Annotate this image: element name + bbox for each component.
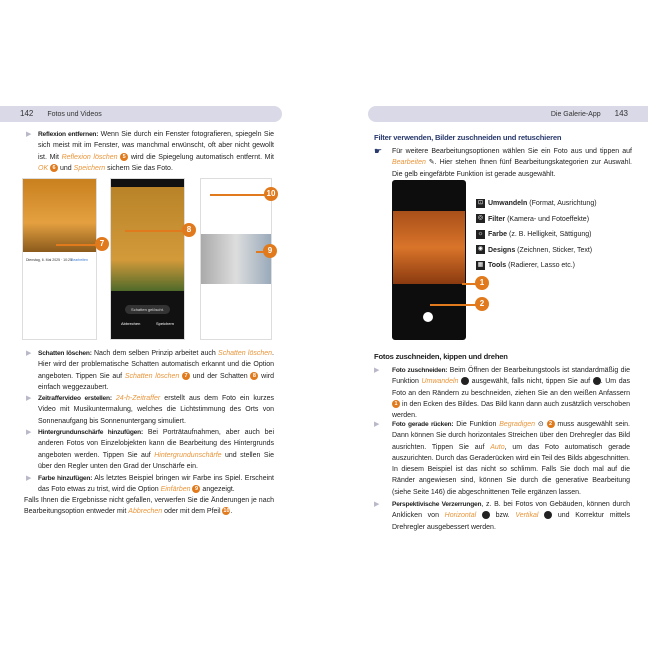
chapter-title: Fotos und Videos <box>47 111 102 118</box>
text: erstellt aus dem Foto ein kurzes Video mit Musikuntermalung, welches die Lichtstimmung des Orts von Sonnenaufgang bis Sonnenuntergang simuliert. <box>38 395 274 425</box>
bullet-icon: ▶ <box>26 395 32 402</box>
bullet-icon: ▶ <box>374 421 380 428</box>
category-farbe <box>476 229 592 240</box>
heading-zuschneiden: Fotos zuschneiden, kippen und drehen <box>374 352 508 361</box>
category-umwandeln <box>476 198 597 209</box>
ui-term: Speichern <box>73 164 106 172</box>
ui-term: Horizontal <box>444 512 477 520</box>
paragraph-perspektive <box>392 499 630 533</box>
paragraph-farbe <box>38 473 274 496</box>
right-page-header <box>368 106 648 122</box>
color-icon: ☼ <box>477 230 484 237</box>
text <box>476 512 482 519</box>
reference-number: 8 <box>250 372 258 380</box>
paragraph-zuschneiden <box>392 365 630 421</box>
text: Wenn Sie durch ein Fenster fotografieren, spiegeln Sie sich meist mit im Fenster, was manchmal erwünscht, oft aber nicht gewollt ist. Mit <box>38 131 275 161</box>
ui-term: Schatten löschen <box>124 372 180 380</box>
shadow-removed-toast: Schatten gelöscht. <box>125 305 170 314</box>
text: Beim Öffnen der Bearbeitungstools ist standardmäßig die Funktion <box>392 367 631 386</box>
text: . <box>230 508 233 516</box>
text: muss ausgewählt sein. Dann können Sie durch horizontales Streichen über den Drehregler das Bild ausrichten. Tippen Sie auf <box>392 421 630 451</box>
text: und Korrektur mittels Drehregler ausgebessert werden. <box>392 512 630 531</box>
screenshot-photo-info <box>22 178 97 340</box>
hand-pointer-icon: ☛ <box>374 146 383 156</box>
bullet-icon: ▶ <box>374 501 380 508</box>
text: wird einfach weggezaubert. <box>38 372 274 391</box>
category-name: Tools <box>488 262 507 269</box>
transform-icon: ⊡ <box>477 199 484 206</box>
edit-link[interactable]: Bearbeiten <box>71 258 88 262</box>
ui-term: Schatten löschen <box>218 350 273 357</box>
left-page-header <box>0 106 282 122</box>
screenshot-edit-tools <box>392 180 466 340</box>
category-desc: (z. B. Helligkeit, Sättigung) <box>507 231 592 238</box>
callout-7: 7 <box>95 237 109 251</box>
category-name: Designs <box>488 246 516 254</box>
text: oder mit dem Pfeil <box>162 508 223 516</box>
category-name: Farbe <box>488 231 508 238</box>
text: in den Ecken des Bildes. Das Bild kann dann auch zusätzlich verschoben werden. <box>392 400 630 420</box>
inline-tool-icon <box>461 377 469 385</box>
category-desc: (Kamera- und Fotoeffekte) <box>505 215 590 223</box>
category-tools <box>476 260 575 271</box>
run-in-label: Reflexion entfernen: <box>38 131 99 138</box>
run-in-label: Foto zuschneiden: <box>392 367 448 374</box>
text: Als letztes Beispiel bringen wir Farbe ins Spiel. Erscheint das Foto etwas zu trist, wird die Option <box>38 475 274 494</box>
text: sichern Sie das Foto. <box>105 164 173 172</box>
cancel-button[interactable]: Abbrechen <box>121 321 141 326</box>
text: Nach dem selben Prinzip arbeitet auch <box>91 350 219 357</box>
ui-term: Umwandeln <box>421 378 459 386</box>
category-desc: (Zeichnen, Sticker, Text) <box>515 246 593 254</box>
ui-term: Begradigen <box>499 421 536 428</box>
text: ⊙ <box>535 421 547 428</box>
ui-term: Reflexion löschen <box>61 153 118 161</box>
category-name: Filter <box>488 215 506 223</box>
category-designs <box>476 245 592 256</box>
reference-number: 2 <box>547 420 555 428</box>
text: Bei Porträtaufnahmen, aber auch bei anderen Fotos von Einzelobjekten kann die Bearbeitung des Hintergrunds angeboten werden. Tippen Sie auf <box>38 429 274 459</box>
reference-number: 1 <box>392 400 400 408</box>
callout-9: 9 <box>263 244 277 258</box>
ui-term: Vertikal <box>515 512 539 520</box>
bullet-icon: ▶ <box>26 429 32 436</box>
category-name: Umwandeln <box>488 200 528 207</box>
page-number: 142 <box>20 109 34 118</box>
text: Falls Ihnen die Ergebnisse nicht gefallen, verwerfen Sie die Änderungen je nach Bearbeitungsoption entweder mit <box>24 497 274 516</box>
save-button[interactable]: Speichern <box>155 321 174 326</box>
run-in-label: Foto gerade rücken: <box>392 421 454 428</box>
paragraph-hintergrund <box>38 427 274 472</box>
reference-number: 7 <box>182 372 190 380</box>
ui-term: 24-h-Zeitraffer <box>115 395 161 402</box>
filter-icon: ◎ <box>477 215 484 222</box>
text: angezeigt. <box>200 486 235 494</box>
reference-number: 6 <box>50 164 58 172</box>
category-desc: (Format, Ausrichtung) <box>527 200 597 207</box>
paragraph-zeitraffer <box>38 393 274 427</box>
category-desc: (Radierer, Lasso etc.) <box>506 262 576 269</box>
text: . Hier wird der problematische Schatten automatisch erkannt und die Option angeboten. Tippen Sie auf <box>38 350 274 380</box>
text: , um das Foto automatisch gerade auszurichten. Durch das Geraderücken wird ein Teil des Bilds abgeschnitten. In diesem Beispiel ist das nicht so schlimm. Falls Sie doch mal auf die Ränder angewiesen sind, können Sie durch die generative Bearbeitung (siehe Seite 146) die abgeschnittenen Teile ergänzen lassen. <box>392 443 630 496</box>
inline-tool-icon <box>544 511 552 519</box>
text: Die Funktion <box>453 421 500 428</box>
paragraph-gerade-ruecken <box>392 419 630 498</box>
text: , z. B. bei Fotos von Gebäuden, können durch Anklicken von <box>392 501 630 520</box>
inline-tool-icon <box>593 377 601 385</box>
run-in-label: Farbe hinzufügen: <box>38 475 93 482</box>
callout-8: 8 <box>182 223 196 237</box>
inline-tool-icon <box>482 511 490 519</box>
bullet-icon: ▶ <box>374 367 380 374</box>
designs-icon: ◉ <box>477 246 484 253</box>
bullet-icon: ▶ <box>26 350 32 357</box>
text: . Um das Foto an den Rändern zu beschneiden, ziehen Sie an den weißen Anfassern <box>392 378 631 397</box>
run-in-label: Hintergrundunschärfe hinzufügen: <box>38 429 143 436</box>
section-title: Die Galerie-App <box>550 111 601 118</box>
paragraph-schatten <box>38 348 274 393</box>
run-in-label: Schatten löschen: <box>38 350 92 357</box>
ui-term: Hintergrundunschärfe <box>154 451 222 459</box>
heading-filter: Filter verwenden, Bilder zuschneiden und retuschieren <box>374 133 562 142</box>
reference-number: 10 <box>223 508 230 515</box>
text: wird die Spiegelung automatisch entfernt. Mit <box>128 153 274 161</box>
paragraph-reflexion <box>38 129 274 174</box>
ui-term: Auto <box>490 443 505 451</box>
paragraph-intro <box>392 146 632 180</box>
bullet-icon: ▶ <box>26 475 32 482</box>
text: ausgewählt, falls nicht, tippen Sie auf <box>469 378 593 386</box>
callout-10: 10 <box>264 187 278 201</box>
screenshot-shadow-removed <box>110 178 185 340</box>
text: bzw. <box>489 512 516 520</box>
ui-term: Bearbeiten <box>392 159 426 167</box>
photo-date: Dienstag, 6. Mai 2025 · 10:25 <box>26 258 72 262</box>
ui-term: Abbrechen <box>128 508 163 516</box>
text: und <box>58 164 74 172</box>
ui-term: OK <box>38 164 49 172</box>
run-in-label: Perspektivische Verzerrungen <box>392 501 482 508</box>
ui-term: Einfärben <box>160 486 191 494</box>
run-in-label: Zeitraffervideo erstellen: <box>38 395 112 402</box>
callout-2: 2 <box>475 297 489 311</box>
page-number: 143 <box>614 109 628 118</box>
screenshot-colorize <box>200 178 272 340</box>
text: ✎. Hier stehen Ihnen fünf Bearbeitungskategorien zur Auswahl. Die gelb eingefärbte Funktion ist gerade ausgewählt. <box>392 159 632 178</box>
reference-number: 9 <box>192 485 200 493</box>
text: und der Schatten <box>190 372 251 380</box>
bullet-icon: ▶ <box>26 131 32 138</box>
category-filter <box>476 214 589 225</box>
text: und stellen Sie über den Regler unten den Grad der Unschärfe ein. <box>38 451 274 470</box>
callout-1: 1 <box>475 276 489 290</box>
reference-number: 5 <box>120 153 128 161</box>
text: Für weitere Bearbeitungsoptionen wählen Sie ein Foto aus und tippen auf <box>392 148 632 155</box>
tools-icon: ▦ <box>477 261 484 268</box>
paragraph-abschluss <box>24 495 274 518</box>
